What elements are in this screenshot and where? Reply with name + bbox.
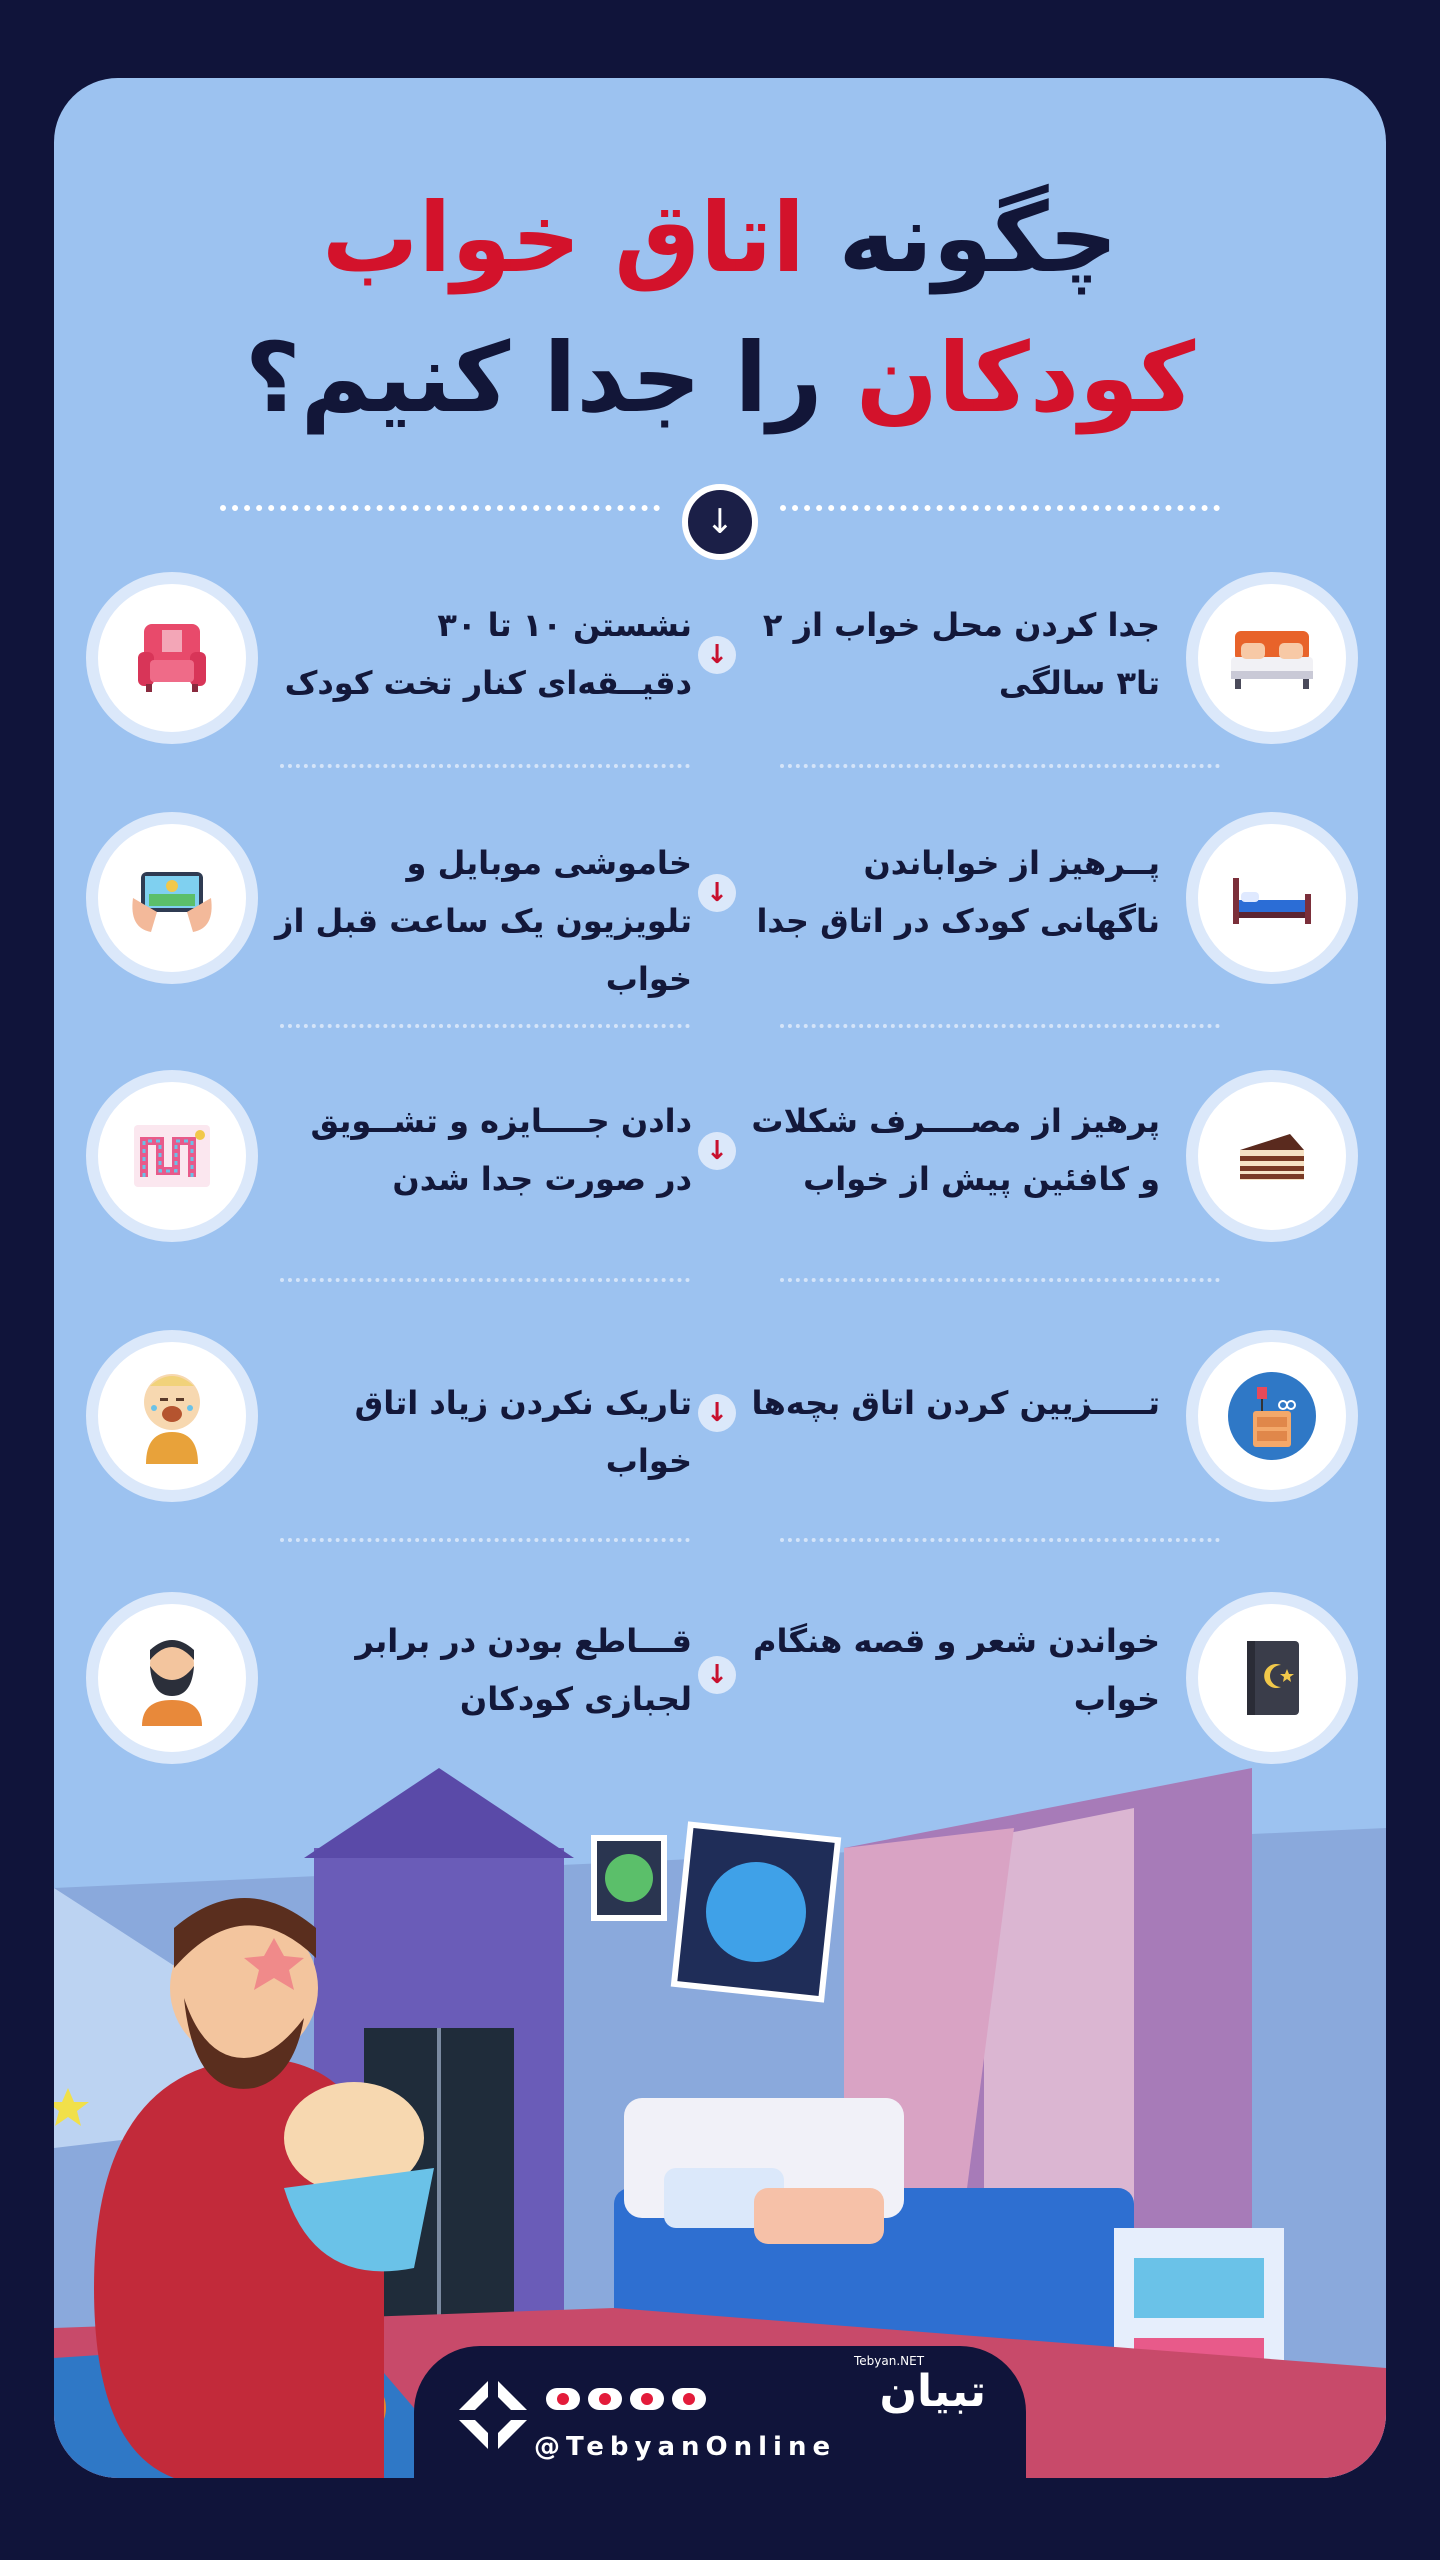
title-word-children: کودکان <box>856 322 1196 434</box>
row-separator <box>280 1538 690 1542</box>
single-bed-icon <box>1186 812 1358 984</box>
crying-baby-icon <box>86 1330 258 1502</box>
row-separator <box>780 1278 1220 1282</box>
phone-game-icon <box>86 812 258 984</box>
down-arrow-icon: ↓ <box>698 1656 736 1694</box>
item-text: پــرهیز از خواباندن ناگهانی کودک در اتاق جدا <box>756 844 1160 940</box>
bed-icon <box>1186 572 1358 744</box>
armchair-icon <box>86 572 258 744</box>
title-line-1 <box>54 178 1386 298</box>
title-line-2 <box>54 318 1386 438</box>
divider-dots-right <box>780 505 1220 511</box>
row-separator <box>280 1278 690 1282</box>
row-separator <box>280 764 690 768</box>
down-arrow-icon: ↓ <box>698 636 736 674</box>
social-handle[interactable]: @TebyanOnline <box>534 2432 837 2462</box>
quran-book-icon <box>1186 1592 1358 1764</box>
tebyan-logo-icon <box>452 2374 534 2456</box>
down-arrow-icon: ↓ <box>698 1394 736 1432</box>
cake-icon <box>1186 1070 1358 1242</box>
footer-bar <box>414 2346 1026 2478</box>
item-text: نشستن ۱۰ تا ۳۰ دقیــقه‌ای کنار تخت کودک <box>284 606 692 702</box>
brand-name: تبیان <box>879 2366 986 2417</box>
bearded-man-icon <box>86 1592 258 1764</box>
infographic-card <box>54 78 1386 2478</box>
row-separator <box>780 1538 1220 1542</box>
title-word-separate: را جدا کنیم؟ <box>244 322 823 434</box>
row-separator <box>280 1024 690 1028</box>
title-word-how: چگونه <box>838 182 1118 294</box>
brand-site: Tebyan.NET <box>854 2354 925 2368</box>
down-arrow-icon: ↓ <box>698 1132 736 1170</box>
nightstand-icon <box>1186 1330 1358 1502</box>
down-arrow-icon: ↓ <box>682 484 758 560</box>
item-text: دادن جــــایزه و تشــویق در صورت جدا شدن <box>310 1102 692 1198</box>
item-text: جدا کردن محل خواب از ۲ تا۳ سالگی <box>762 606 1160 702</box>
title-word-bedroom: اتاق خواب <box>322 182 806 294</box>
item-text: پرهیز از مصــــرف شکلات و کافئین پیش از خواب <box>751 1102 1160 1198</box>
item-text: تـــــزیین کردن اتاق بچه‌ها <box>751 1384 1160 1422</box>
item-text: خاموشی موبایل و تلویزیون یک ساعت قبل از خواب <box>275 844 692 998</box>
item-text: خواندن شعر و قصه هنگام خواب <box>752 1622 1160 1718</box>
row-separator <box>780 764 1220 768</box>
item-text: تاریک نکردن زیاد اتاق خواب <box>354 1384 692 1480</box>
board-game-icon <box>86 1070 258 1242</box>
divider-dots-left <box>220 505 660 511</box>
item-text: قـــاطع بودن در برابر لجبازی کودکان <box>355 1622 692 1718</box>
row-separator <box>780 1024 1220 1028</box>
down-arrow-icon: ↓ <box>698 874 736 912</box>
